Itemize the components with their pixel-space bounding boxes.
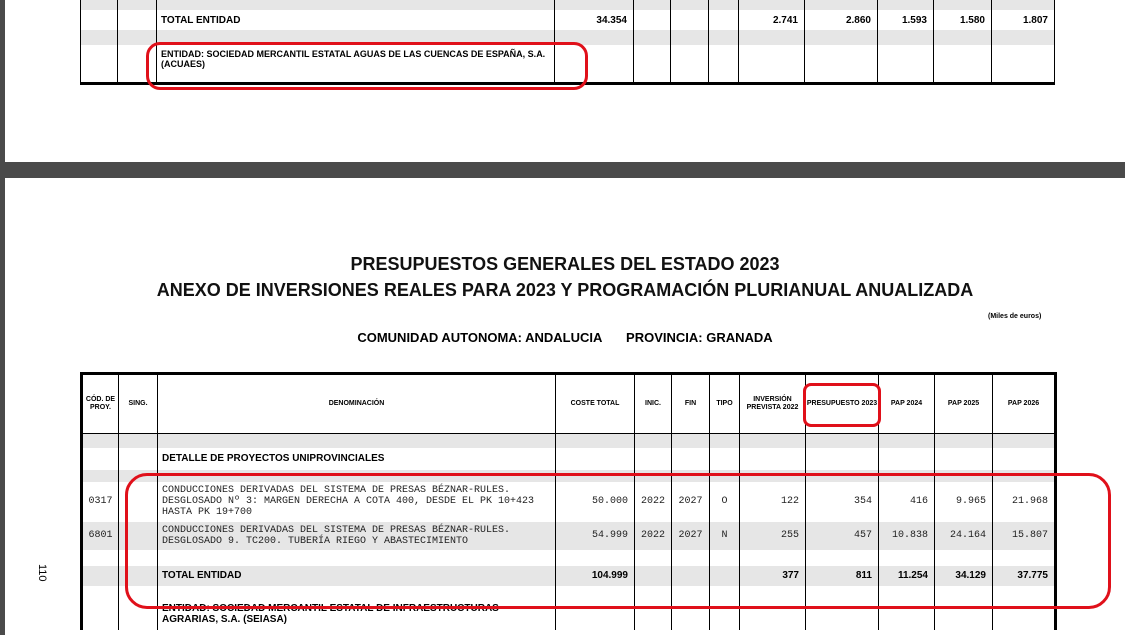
header-presupuesto: PRESUPUESTO 2023 <box>806 374 879 434</box>
total-presupuesto: 811 <box>806 566 879 586</box>
document-title: PRESUPUESTOS GENERALES DEL ESTADO 2023 <box>350 254 780 274</box>
document-subtitle: ANEXO DE INVERSIONES REALES PARA 2023 Y PROGRAMACIÓN PLURIANUAL ANUALIZADA <box>156 280 974 300</box>
row-pap-2025: 24.164 <box>935 522 993 550</box>
header-denominacion: DENOMINACIÓN <box>158 374 556 434</box>
row-presupuesto: 457 <box>806 522 879 550</box>
row-cod: 0317 <box>82 482 119 522</box>
row-pap-2024: 416 <box>879 482 935 522</box>
header-cod: CÓD. DE PROY. <box>82 374 119 434</box>
row-fin: 2027 <box>672 522 710 550</box>
page-number: 110 <box>36 564 48 582</box>
row-fin: 2027 <box>672 482 710 522</box>
total-inversion: 2.741 <box>739 10 805 30</box>
total-presupuesto: 2.860 <box>805 10 878 30</box>
row-cod: 6801 <box>82 522 119 550</box>
header-tipo: TIPO <box>710 374 740 434</box>
row-coste: 50.000 <box>556 482 635 522</box>
row-tipo: O <box>710 482 740 522</box>
header-fin: FIN <box>672 374 710 434</box>
total-coste: 34.354 <box>555 10 634 30</box>
total-row <box>82 566 1056 586</box>
header-pap-2025: PAP 2025 <box>935 374 993 434</box>
row-denominacion: CONDUCCIONES DERIVADAS DEL SISTEMA DE PRESAS BÉZNAR-RULES. DESGLOSADO Nº 3: MARGEN DERECHA A COTA 400, DESDE EL PK 10+423 HASTA PK 19+700 <box>158 482 556 522</box>
current-page <box>5 178 1125 635</box>
total-pap-2025: 1.580 <box>934 10 992 30</box>
total-pap-2024: 11.254 <box>879 566 935 586</box>
previous-total-row <box>81 10 1055 30</box>
section-label: DETALLE DE PROYECTOS UNIPROVINCIALES <box>158 448 556 470</box>
row-inic: 2022 <box>635 482 672 522</box>
table-row <box>82 482 1056 522</box>
total-pap-2026: 37.775 <box>993 566 1056 586</box>
row-pap-2024: 10.838 <box>879 522 935 550</box>
row-inversion: 255 <box>740 522 806 550</box>
header-coste-total: COSTE TOTAL <box>556 374 635 434</box>
total-pap-2025: 34.129 <box>935 566 993 586</box>
total-label: TOTAL ENTIDAD <box>157 10 555 30</box>
province-label: PROVINCIA: GRANADA <box>626 330 773 345</box>
total-pap-2024: 1.593 <box>878 10 934 30</box>
row-tipo: N <box>710 522 740 550</box>
total-inversion: 377 <box>740 566 806 586</box>
total-label: TOTAL ENTIDAD <box>158 566 556 586</box>
header-pap-2026: PAP 2026 <box>993 374 1056 434</box>
row-presupuesto: 354 <box>806 482 879 522</box>
row-coste: 54.999 <box>556 522 635 550</box>
previous-page <box>5 0 1125 162</box>
header-inic: INIC. <box>635 374 672 434</box>
header-sing: SING. <box>119 374 158 434</box>
row-denominacion: CONDUCCIONES DERIVADAS DEL SISTEMA DE PRESAS BÉZNAR-RULES. DESGLOSADO 9. TC200. TUBERÍA RIEGO Y ABASTECIMIENTO <box>158 522 556 550</box>
header-inversion: INVERSIÓN PREVISTA 2022 <box>740 374 806 434</box>
previous-page-table <box>80 0 1055 85</box>
row-inversion: 122 <box>740 482 806 522</box>
row-pap-2026: 21.968 <box>993 482 1056 522</box>
entity-label-acuaes: ENTIDAD: SOCIEDAD MERCANTIL ESTATAL AGUAS DE LAS CUENCAS DE ESPAÑA, S.A. (ACUAES) <box>157 45 555 83</box>
total-pap-2026: 1.807 <box>992 10 1055 30</box>
region-label: COMUNIDAD AUTONOMA: ANDALUCIA <box>357 330 603 345</box>
row-pap-2026: 15.807 <box>993 522 1056 550</box>
entity-label-seiasa: ENTIDAD: SOCIEDAD MERCANTIL ESTATAL DE INFRAESTRUCTURAS AGRARIAS, S.A. (SEIASA) <box>158 600 556 630</box>
total-coste: 104.999 <box>556 566 635 586</box>
table-row <box>82 522 1056 550</box>
region-line <box>5 330 1125 345</box>
units-label: (Miles de euros) <box>988 313 1042 320</box>
table-header-row <box>82 374 1056 434</box>
investments-table <box>80 372 1057 630</box>
row-inic: 2022 <box>635 522 672 550</box>
row-pap-2025: 9.965 <box>935 482 993 522</box>
header-pap-2024: PAP 2024 <box>879 374 935 434</box>
